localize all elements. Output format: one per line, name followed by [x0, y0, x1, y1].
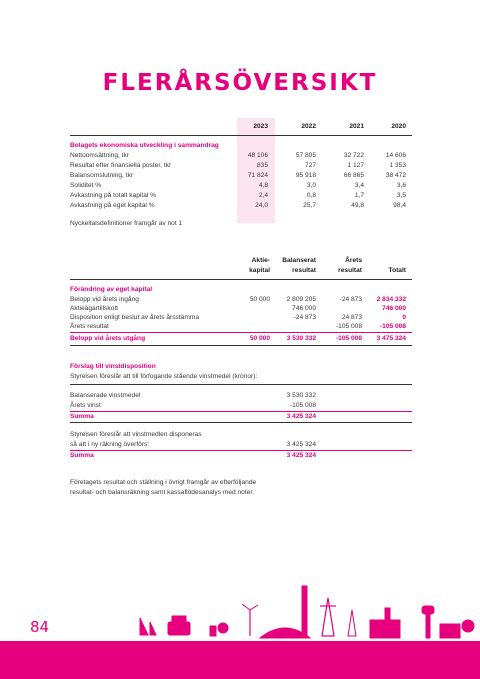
header-line: resultat	[338, 267, 362, 274]
profit-disposition	[70, 362, 412, 462]
year-2023: 2023	[253, 123, 268, 130]
proposal-text: så att i ny räkning överförs:	[70, 441, 150, 448]
row-value: 49,8	[351, 202, 364, 209]
equity-header-row-2	[70, 266, 412, 275]
row-label: Årets vinst	[70, 402, 101, 409]
disposition-row	[70, 391, 412, 400]
row-value: 2,4	[258, 192, 268, 199]
row-label: Belopp vid årets ingång	[70, 296, 139, 303]
row-value: 48 106	[247, 152, 268, 159]
disposition-intro	[70, 372, 412, 381]
total-value: 3 475 324	[376, 335, 406, 342]
divider	[70, 422, 412, 423]
closing-text-line-2: resultat- och balansräkning samt kassaflödesanalys med noter.	[70, 489, 254, 496]
proposal-text: Styrelsen föreslår att vinstmedlen disponeras	[70, 431, 202, 438]
closing-text-line-1: Företagets resultat och ställning i övrigt framgår av efterföljande	[70, 479, 257, 486]
divider	[70, 332, 412, 333]
header-line: Årets	[345, 257, 362, 264]
table-row	[70, 171, 412, 180]
page-title: FLERÅRSÖVERSIKT	[102, 70, 378, 96]
row-value: 1 353	[389, 162, 406, 169]
disposition-title	[70, 362, 412, 371]
row-value: 1 127	[347, 162, 364, 169]
equity-total-row	[70, 334, 412, 343]
row-value: 50 000	[249, 296, 270, 303]
page-number: 84	[30, 618, 50, 636]
sum-value: 3 425 324	[286, 413, 316, 420]
header-line: Balanserat	[282, 257, 316, 264]
row-label: Balansomslutning, tkr	[70, 172, 134, 179]
year-2020: 2020	[391, 123, 406, 130]
disposition-sum	[70, 412, 412, 421]
divider	[70, 345, 412, 346]
table-row	[70, 201, 412, 210]
divider	[70, 135, 412, 136]
total-value: -105 008	[335, 335, 362, 342]
row-value: 98,4	[393, 202, 406, 209]
row-label: Nettoomsättning, tkr	[70, 152, 130, 159]
row-label: Avkastning på totalt kapital %	[70, 192, 157, 199]
row-value: 3,5	[396, 192, 406, 199]
sum-label: Summa	[70, 452, 94, 459]
equity-change-table	[70, 256, 412, 351]
row-value: 3 530 332	[286, 392, 316, 399]
row-value: -24 873	[339, 296, 362, 303]
row-value: 727	[304, 162, 316, 169]
row-value: 3,0	[306, 182, 316, 189]
header-line: Aktie-	[251, 257, 270, 264]
row-value: 746 000	[382, 305, 406, 312]
row-value: 71 824	[247, 172, 268, 179]
section-title: Bolagets ekonomiska utveckling i sammandrag	[70, 142, 219, 149]
row-value: 95 918	[295, 172, 316, 179]
table-row	[70, 191, 412, 200]
table-row	[70, 304, 412, 313]
sum-label: Summa	[70, 413, 94, 420]
row-value: -105 008	[289, 402, 316, 409]
row-value: -24 873	[293, 314, 316, 321]
row-value: -105 008	[379, 323, 406, 330]
row-value: 0,8	[306, 192, 316, 199]
row-value: 3,4	[354, 182, 364, 189]
table-row	[70, 313, 412, 322]
row-label: Avkastning på eget kapital %	[70, 202, 155, 209]
total-value: 3 530 332	[286, 335, 316, 342]
row-value: 746 000	[292, 305, 316, 312]
proposal-line-1	[70, 430, 412, 439]
disposition-sum-2	[70, 451, 412, 460]
table-row	[70, 181, 412, 190]
row-value: 24,0	[255, 202, 268, 209]
table-row	[70, 151, 412, 160]
table-row	[70, 322, 412, 331]
row-value: 24 873	[341, 314, 362, 321]
sum-value: 3 425 324	[286, 452, 316, 459]
row-value: 57 805	[295, 152, 316, 159]
overview-section-title	[70, 141, 412, 150]
equity-section-title	[70, 285, 412, 294]
row-value: 2 834 332	[376, 296, 406, 303]
city-skyline-illustration	[100, 580, 480, 642]
intro-text: Styrelsen föreslår att till förfogande stående vinstmedel (kronor):	[70, 373, 258, 380]
header-line: resultat	[292, 267, 316, 274]
row-value: 3,6	[396, 182, 406, 189]
row-label: Resultat efter finansiella poster, tkr	[70, 162, 172, 169]
equity-header-row-1	[70, 256, 412, 265]
proposal-value: 3 425 324	[286, 441, 316, 448]
footnote: Nyckeltalsdefinitioner framgår av not 1	[70, 220, 183, 227]
multi-year-table	[70, 118, 412, 228]
row-label: Disposition enligt beslut av årets årsstämma	[70, 314, 199, 321]
table-row	[70, 295, 412, 304]
divider	[70, 279, 412, 280]
section-title: Förändring av eget kapital	[70, 286, 153, 293]
row-label: Årets resultat	[70, 323, 109, 330]
divider	[70, 384, 412, 385]
row-value: 835	[256, 162, 268, 169]
proposal-line-2	[70, 440, 412, 449]
year-2022: 2022	[301, 123, 316, 130]
year-2021: 2021	[349, 123, 364, 130]
year-header-row	[70, 122, 412, 131]
disposition-row	[70, 401, 412, 410]
row-value: 32 722	[343, 152, 364, 159]
row-value: 1,7	[354, 192, 364, 199]
row-label: Aktieägartillskott	[70, 305, 119, 312]
row-value: 4,8	[258, 182, 268, 189]
header-line: kapital	[249, 267, 270, 274]
row-value: 2 809 205	[286, 296, 316, 303]
row-value: 38 472	[385, 172, 406, 179]
total-label: Belopp vid årets utgång	[70, 335, 146, 342]
row-label: Soliditet %	[70, 182, 102, 189]
total-value: 50 000	[249, 335, 270, 342]
row-value: 25,7	[303, 202, 316, 209]
footer-band	[0, 641, 480, 679]
row-label: Balanserade vinstmedel	[70, 392, 141, 399]
table-row	[70, 161, 412, 170]
section-title: Förslag till vinstdisposition	[70, 363, 156, 370]
row-value: 14 606	[385, 152, 406, 159]
row-value: -105 008	[335, 323, 362, 330]
header-line: Totalt	[388, 267, 406, 274]
row-value: 66 865	[343, 172, 364, 179]
row-value: 0	[402, 314, 406, 321]
